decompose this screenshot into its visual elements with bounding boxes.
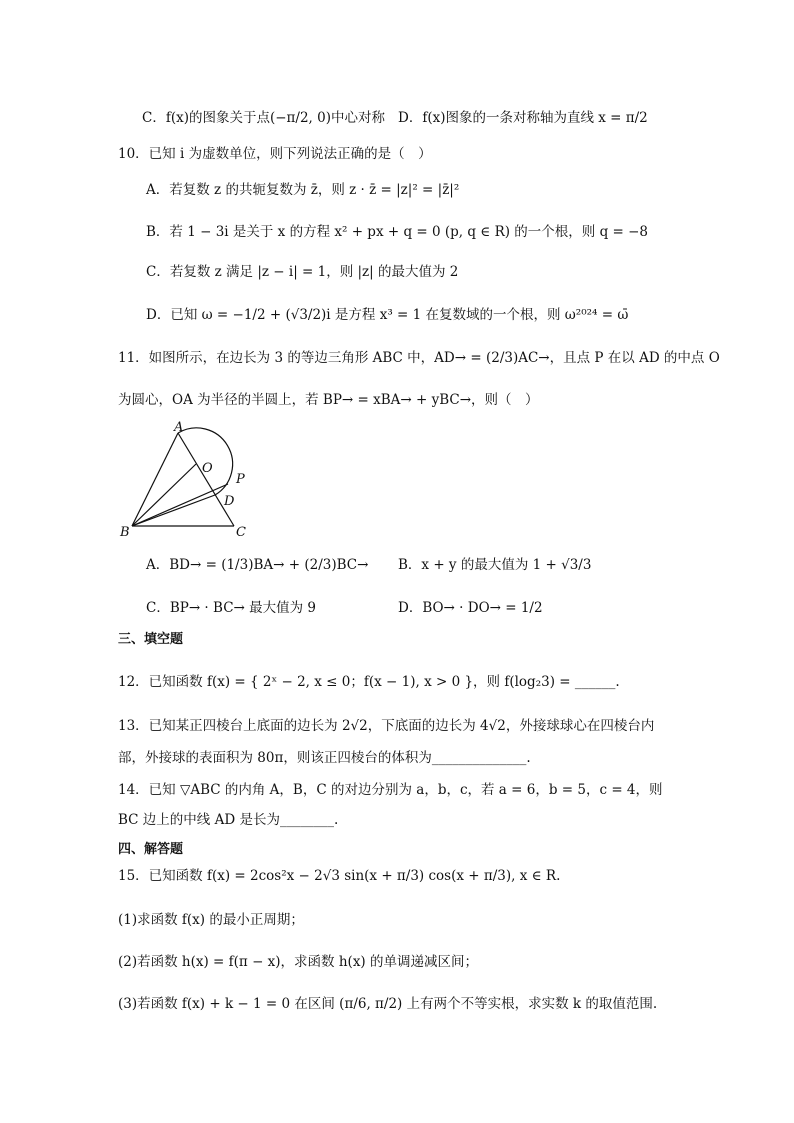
section-answer-title: 四、解答题 bbox=[118, 842, 184, 857]
q13-line2: 部，外接球的表面积为 80π，则该正四棱台的体积为______________. bbox=[118, 750, 531, 766]
edge-ab bbox=[132, 433, 178, 526]
label-d: D bbox=[224, 494, 235, 509]
q10-option-b: B．若 1 − 3i 是关于 x 的方程 x² + px + q = 0 (p, q ∈ R) 的一个根，则 q = −8 bbox=[146, 224, 649, 240]
q11-geometry-figure bbox=[118, 420, 258, 545]
q11-option-b: B．x + y 的最大值为 1 + √3/3 bbox=[398, 557, 592, 573]
edge-ac bbox=[178, 433, 234, 526]
label-p: P bbox=[236, 472, 245, 487]
q15-stem: 15．已知函数 f(x) = 2cos²x − 2√3 sin(x + π/3) cos(x + π/3), x ∈ R. bbox=[118, 868, 561, 884]
q15-part3: (3)若函数 f(x) + k − 1 = 0 在区间 (π/6, π/2) 上有两个不等实根，求实数 k 的取值范围. bbox=[118, 996, 658, 1012]
q15-part1: (1)求函数 f(x) 的最小正周期； bbox=[118, 912, 304, 928]
q9-option-d: D．f(x)图象的一条对称轴为直线 x = π/2 bbox=[398, 110, 648, 126]
section-fill-in-title: 三、填空题 bbox=[118, 632, 184, 647]
q14-line1: 14．已知 ▽ABC 的内角 A，B，C 的对边分别为 a，b，c，若 a = 6，b = 5，c = 4，则 bbox=[118, 782, 663, 798]
q12: 12．已知函数 f(x) = { 2ˣ − 2, x ≤ 0；f(x − 1), x > 0 }，则 f(log₂3) = ______. bbox=[118, 674, 620, 690]
q14-line2: BC 边上的中线 AD 是长为________. bbox=[118, 812, 339, 828]
q10-option-d: D．已知 ω = −1/2 + (√3/2)i 是方程 x³ = 1 在复数域的一个根，则 ω²⁰²⁴ = ω̄ bbox=[146, 307, 629, 323]
q9-option-c: C．f(x)的图象关于点(−π/2, 0)中心对称 bbox=[142, 110, 385, 126]
label-c: C bbox=[236, 525, 246, 540]
q11-option-d: D．BO→ · DO→ = 1/2 bbox=[398, 600, 543, 616]
label-a: A bbox=[174, 420, 184, 435]
label-o: O bbox=[202, 461, 213, 476]
q11-option-a: A．BD→ = (1/3)BA→ + (2/3)BC→ bbox=[146, 557, 369, 573]
q10-option-c: C．若复数 z 满足 |z − i| = 1，则 |z| 的最大值为 2 bbox=[146, 264, 459, 280]
q11-stem-line1: 11．如图所示，在边长为 3 的等边三角形 ABC 中，AD→ = (2/3)AC→，且点 P 在以 AD 的中点 O bbox=[118, 350, 720, 366]
segment-bo bbox=[132, 464, 196, 526]
q11-option-c: C．BP→ · BC→ 最大值为 9 bbox=[146, 600, 317, 616]
label-b: B bbox=[120, 525, 130, 540]
q13-line1: 13．已知某正四棱台上底面的边长为 2√2，下底面的边长为 4√2，外接球球心在四棱台内 bbox=[118, 718, 655, 734]
q10-option-a: A．若复数 z 的共轭复数为 z̄，则 z · z̄ = |z|² = |z̄|² bbox=[146, 182, 460, 198]
q11-stem-line2: 为圆心，OA 为半径的半圆上，若 BP→ = xBA→ + yBC→，则（ ） bbox=[118, 392, 539, 408]
segment-bp bbox=[132, 484, 228, 526]
q10-stem: 10．已知 i 为虚数单位，则下列说法正确的是（ ） bbox=[118, 146, 432, 162]
q15-part2: (2)若函数 h(x) = f(π − x)，求函数 h(x) 的单调递减区间； bbox=[118, 954, 478, 970]
